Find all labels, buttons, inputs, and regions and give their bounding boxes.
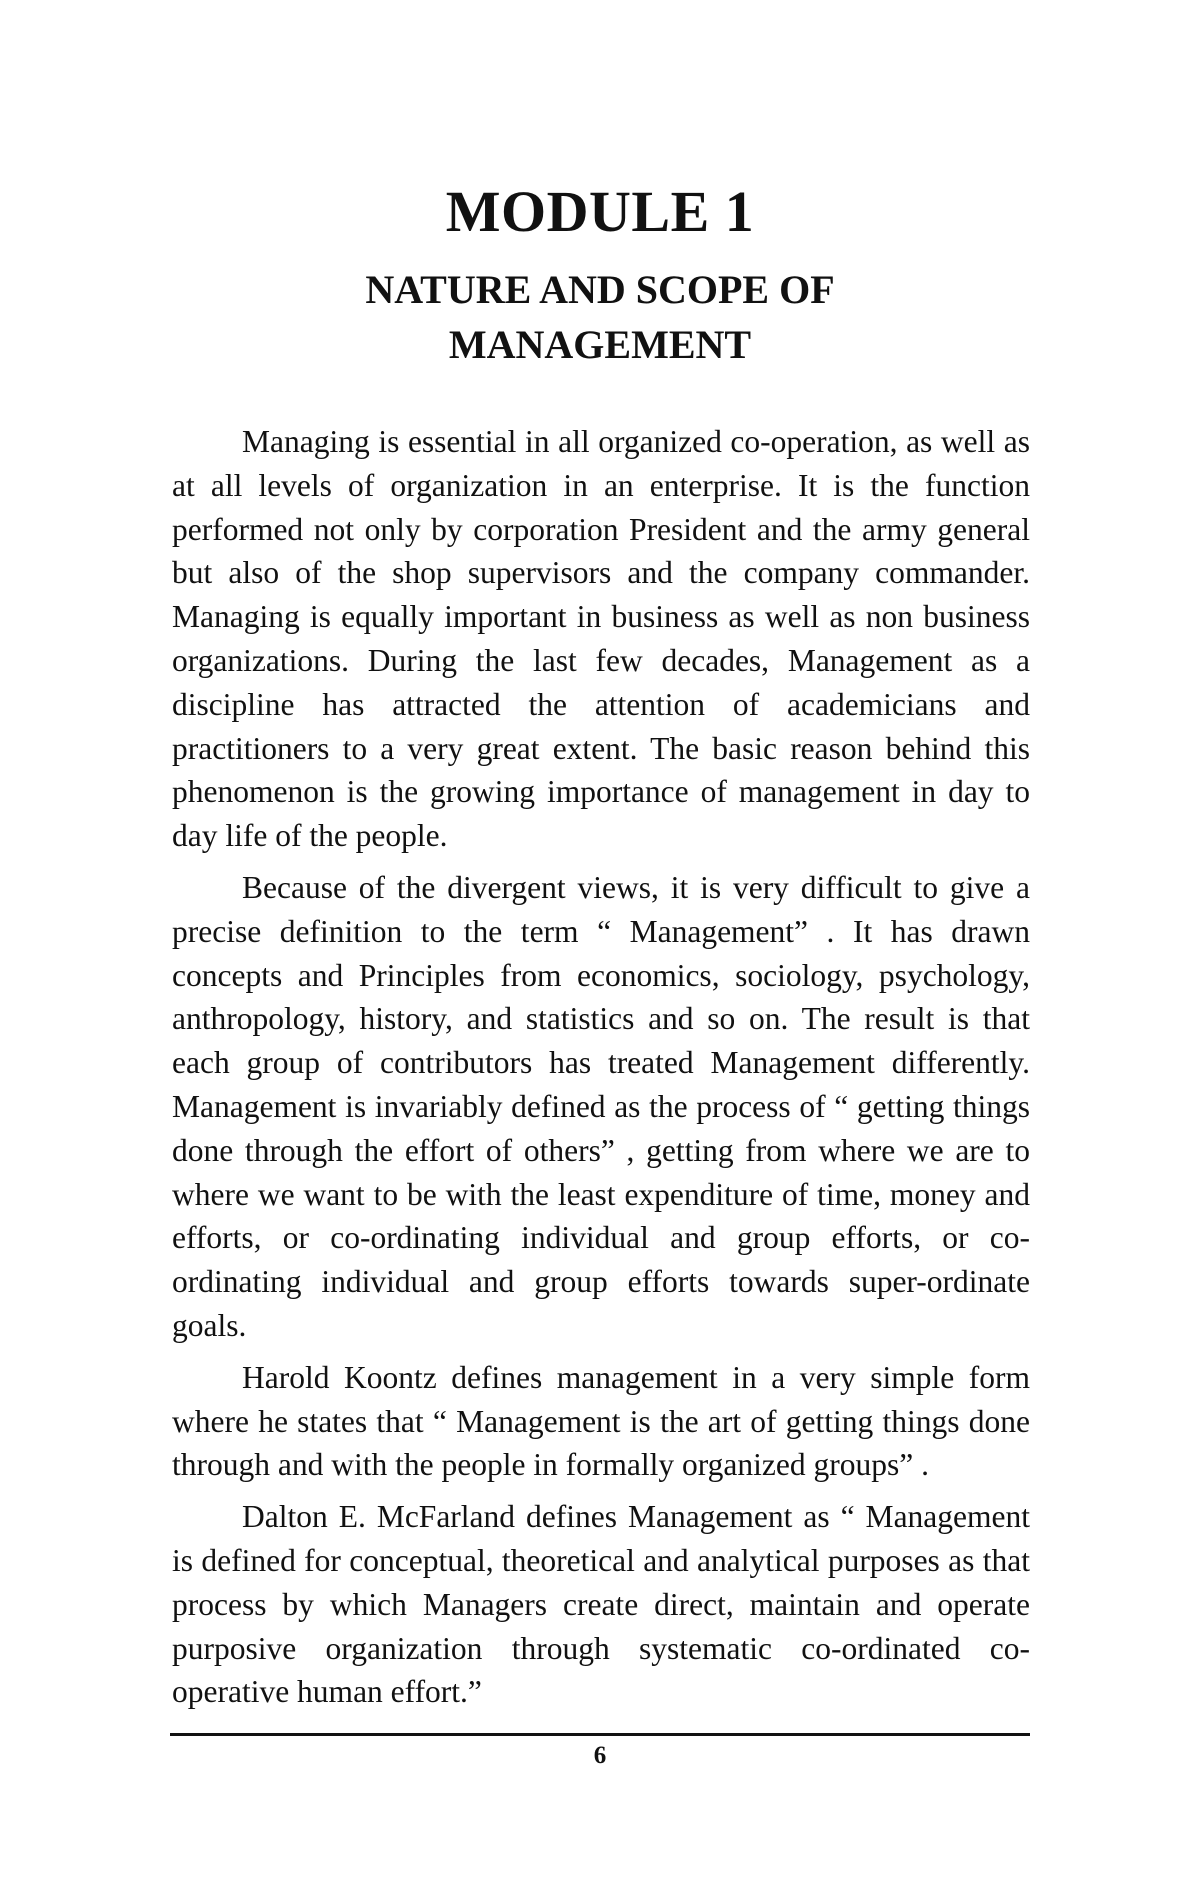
paragraph-koontz-definition: Harold Koontz defines management in a very simple form where he states that “ Management is the art of getting things done through and with the people in formally organized groups” . xyxy=(172,1359,1030,1483)
page-number: 6 xyxy=(593,1742,607,1769)
module-title: MODULE 1 xyxy=(445,179,755,244)
paragraph-managing-essential: Managing is essential in all organized co-operation, as well as at all levels of organization in an enterprise. It is the function performed not only by corporation President and the army general but also of the shop supervisors and the company commander. Managing is equally important in business as well as non business organizations. During the last few decades, Management as a discipline has attracted the attention of academicians and practitioners to a very great extent. The basic reason behind this phenomenon is the growing importance of management in day to day life of the people. xyxy=(172,424,1030,854)
body-text xyxy=(172,420,1030,1714)
footer-rule xyxy=(170,1733,1030,1736)
paragraph-divergent-views: Because of the divergent views, it is very difficult to give a precise definition to the term “ Management” . It has drawn concepts and Principles from economics, sociology, psychology, anthropology, history, and statistics and so on. The result is that each group of contributors has treated Management differently. Management is invariably defined as the process of “ getting things done through the effort of others” , getting from where we are to where we want to be with the least expenditure of time, money and efforts, or co-ordinating individual and group efforts, or co-ordinating individual and group efforts towards super-ordinate goals. xyxy=(172,869,1030,1343)
chapter-title xyxy=(0,262,1200,372)
paragraph-mcfarland-definition: Dalton E. McFarland defines Management as “ Management is defined for conceptual, theoretical and analytical purposes as that process by which Managers create direct, maintain and operate purposive organization through systematic co-ordinated co-operative human effort.” xyxy=(172,1499,1030,1710)
chapter-title-line-1: NATURE AND SCOPE OF xyxy=(365,267,835,312)
chapter-title-line-2: MANAGEMENT xyxy=(448,322,752,367)
